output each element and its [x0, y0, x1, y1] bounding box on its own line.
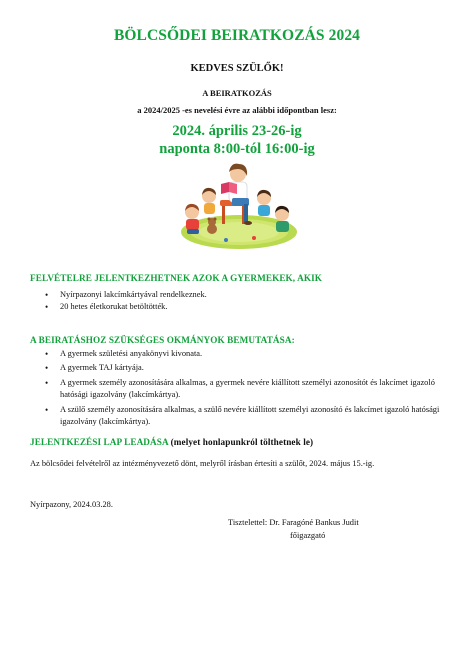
signature-name: Tisztelettel: Dr. Faragóné Bankus Judit	[228, 518, 359, 527]
greeting: KEDVES SZÜLŐK!	[190, 63, 284, 74]
list-item: • A gyermek TAJ kártyája.	[40, 362, 450, 374]
teacher-reading-to-children-image	[176, 160, 302, 252]
section-application-title	[30, 437, 313, 447]
eligibility-list	[40, 289, 440, 314]
section-documents-title: A BEIRATÁSHOZ SZÜKSÉGES OKMÁNYOK BEMUTATÁSA:	[30, 335, 295, 345]
application-note: (melyet honlapunkról tölthetnek le)	[170, 437, 314, 447]
section-eligibility-title: FELVÉTELRE JELENTKEZHETNEK AZOK A GYERMEKEK, AKIK	[30, 273, 322, 283]
application-title-text: JELENTKEZÉSI LAP LEADÁSA	[30, 437, 169, 447]
date-range: 2024. április 23-26-ig	[172, 123, 302, 139]
list-item: • 20 hetes életkorukat betöltötték.	[40, 301, 440, 313]
decision-paragraph: Az bölcsődei felvételről az intézményvezető dönt, melyről írásban értesíti a szülőt, 2024. május 15.-ig.	[30, 459, 375, 468]
subheading: A BEIRATKOZÁS	[202, 88, 272, 98]
list-item: • A szülő személy azonosítására alkalmas, a szülő nevére kiállított személyi azonosító és lakcímet igazoló hatósági igazolvány (lakcímkártya).	[40, 404, 450, 429]
list-item: • A gyermek születési anyakönyvi kivonata.	[40, 348, 450, 360]
intro-text: a 2024/2025 -es nevelési évre az alábbi időpontban lesz:	[137, 105, 337, 115]
place-date: Nyírpazony, 2024.03.28.	[30, 500, 113, 509]
list-item: • Nyírpazonyi lakcímkártyával rendelkeznek.	[40, 289, 440, 301]
list-item: • A gyermek személy azonosítására alkalmas, a gyermek nevére kiállított személyi azonosítót és lakcímet igazoló hatósági igazolvány (lakcímkártya).	[40, 377, 450, 402]
signature-title: főigazgató	[290, 531, 326, 540]
daily-hours: naponta 8:00-tól 16:00-ig	[159, 141, 315, 157]
page-title: BÖLCSŐDEI BEIRATKOZÁS 2024	[113, 27, 361, 44]
documents-list	[40, 348, 450, 430]
